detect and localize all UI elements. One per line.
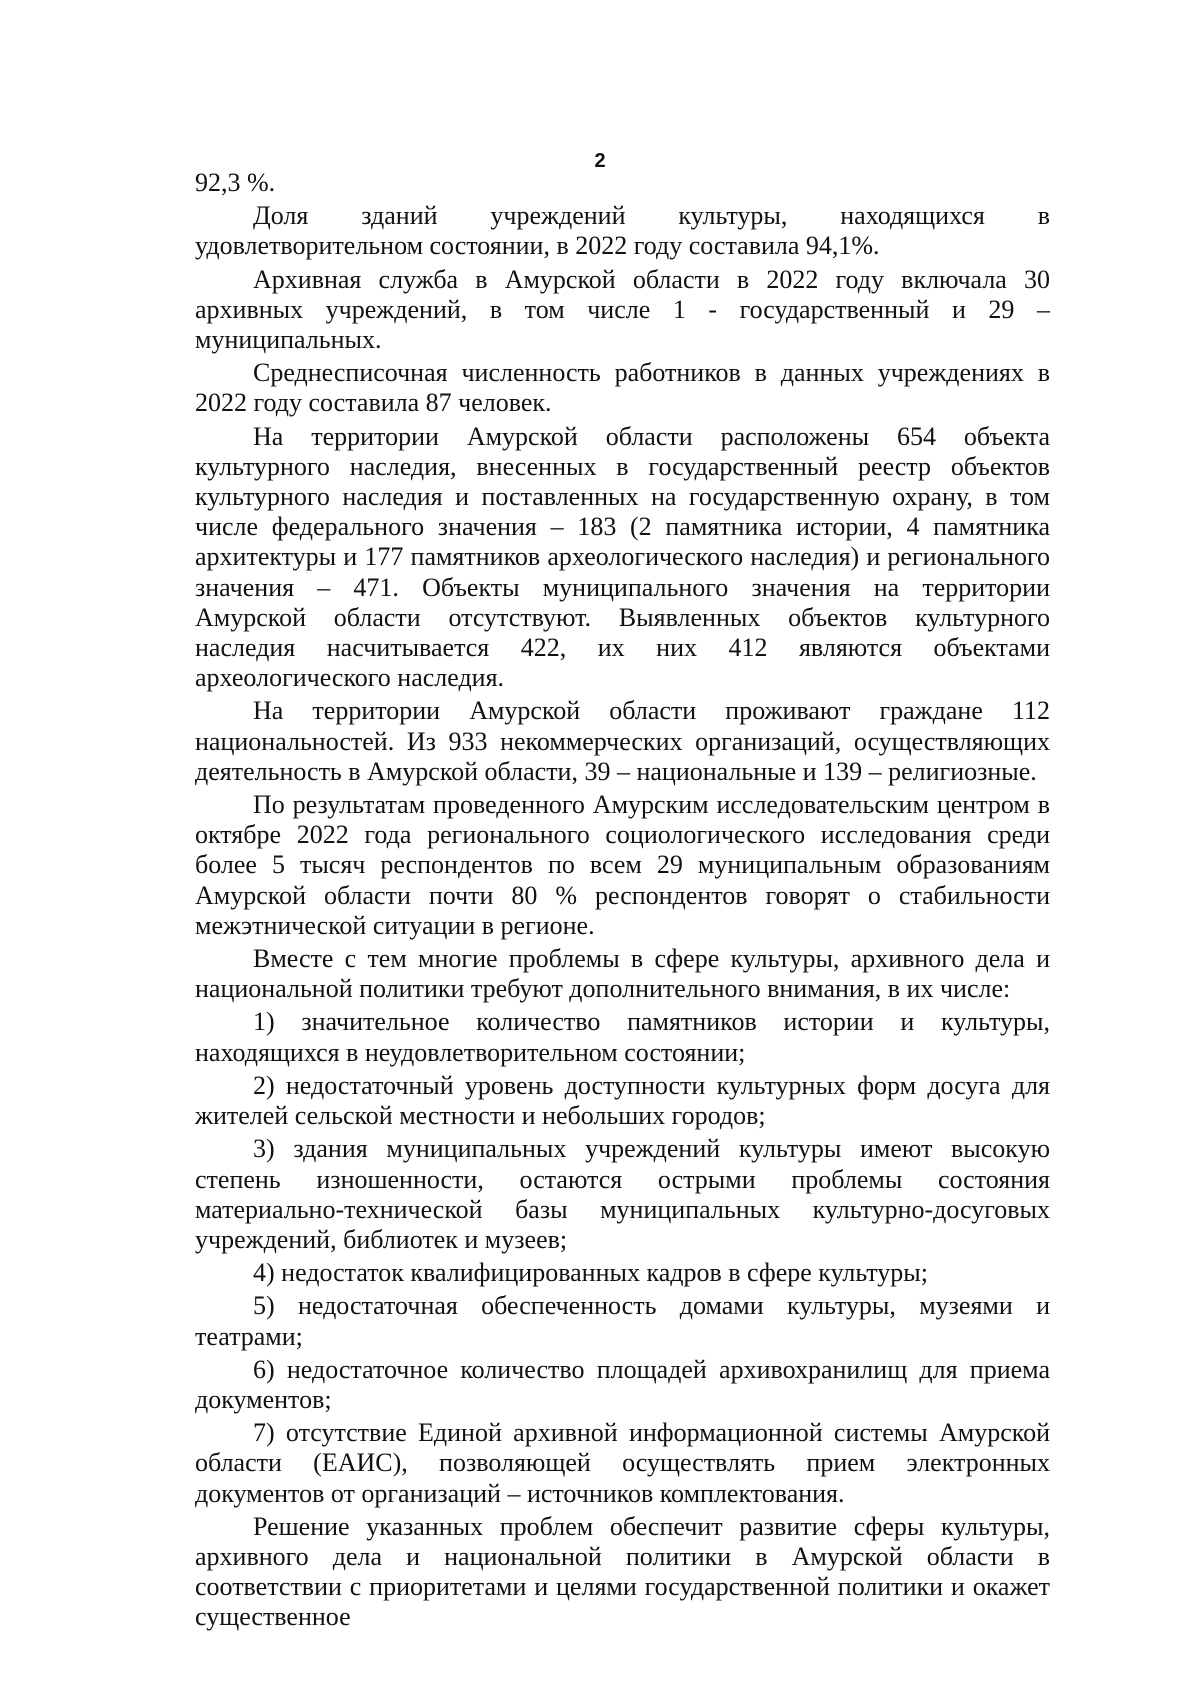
page-number: 2 — [594, 150, 606, 172]
paragraph-archive-service: Архивная служба в Амурской области в 2022 году включала 30 архивных учреждений, в том числе 1 - государственный и 29 – муниципальных. — [195, 264, 1050, 355]
paragraph-staff-count: Среднесписочная численность работников в данных учреждениях в 2022 году составила 87 человек. — [195, 358, 1050, 418]
document-body — [195, 168, 1050, 1636]
list-item-problem-3: 3) здания муниципальных учреждений культуры имеют высокую степень изношенности, остаются острыми проблемы состояния материально-технической базы муниципальных культурно-досуговых учреждений, библиотек и музеев; — [195, 1134, 1050, 1254]
paragraph-problems-intro: Вместе с тем многие проблемы в сфере культуры, архивного дела и национальной политики требуют дополнительного внимания, в их числе: — [195, 944, 1050, 1004]
list-item-problem-4: 4) недостаток квалифицированных кадров в сфере культуры; — [253, 1258, 928, 1288]
paragraph-continuation: 92,3 %. — [195, 168, 276, 197]
paragraph-survey-results: По результатам проведенного Амурским исследовательским центром в октябре 2022 года регионального социологического исследования среди более 5 тысяч респондентов по всем 29 муниципальным образованиям Амурской области почти 80 % респондентов говорят о стабильности межэтнической ситуации в регионе. — [195, 790, 1050, 940]
list-item-problem-1: 1) значительное количество памятников истории и культуры, находящихся в неудовлетворительном состоянии; — [195, 1007, 1050, 1067]
paragraph-nationalities: На территории Амурской области проживают граждане 112 национальностей. Из 933 некоммерческих организаций, осуществляющих деятельность в Амурской области, 39 – национальные и 139 – религиозные. — [195, 696, 1050, 786]
paragraph-buildings-condition: Доля зданий учреждений культуры, находящихся в удовлетворительном состоянии, в 2022 году составила 94,1%. — [195, 201, 1050, 261]
list-item-problem-7: 7) отсутствие Единой архивной информационной системы Амурской области (ЕАИС), позволяющей осуществлять прием электронных документов от организаций – источников комплектования. — [195, 1418, 1050, 1508]
paragraph-heritage-objects: На территории Амурской области расположены 654 объекта культурного наследия, внесенных в государственный реестр объектов культурного наследия и поставленных на государственную охрану, в том числе федерального значения – 183 (2 памятника истории, 4 памятника архитектуры и 177 памятников археологического наследия) и регионального значения – 471. Объекты муниципального значения на территории Амурской области отсутствуют. Выявленных объектов культурного наследия насчитывается 422, их них 412 являются объектами археологического наследия. — [195, 421, 1050, 693]
list-item-problem-6: 6) недостаточное количество площадей архивохранилищ для приема документов; — [195, 1354, 1050, 1414]
paragraph-solution: Решение указанных проблем обеспечит развитие сферы культуры, архивного дела и национальной политики в Амурской области в соответствии с приоритетами и целями государственной политики и окажет существенное — [195, 1511, 1050, 1632]
list-item-problem-2: 2) недостаточный уровень доступности культурных форм досуга для жителей сельской местности и небольших городов; — [195, 1070, 1050, 1131]
list-item-problem-5: 5) недостаточная обеспеченность домами культуры, музеями и театрами; — [195, 1291, 1050, 1351]
